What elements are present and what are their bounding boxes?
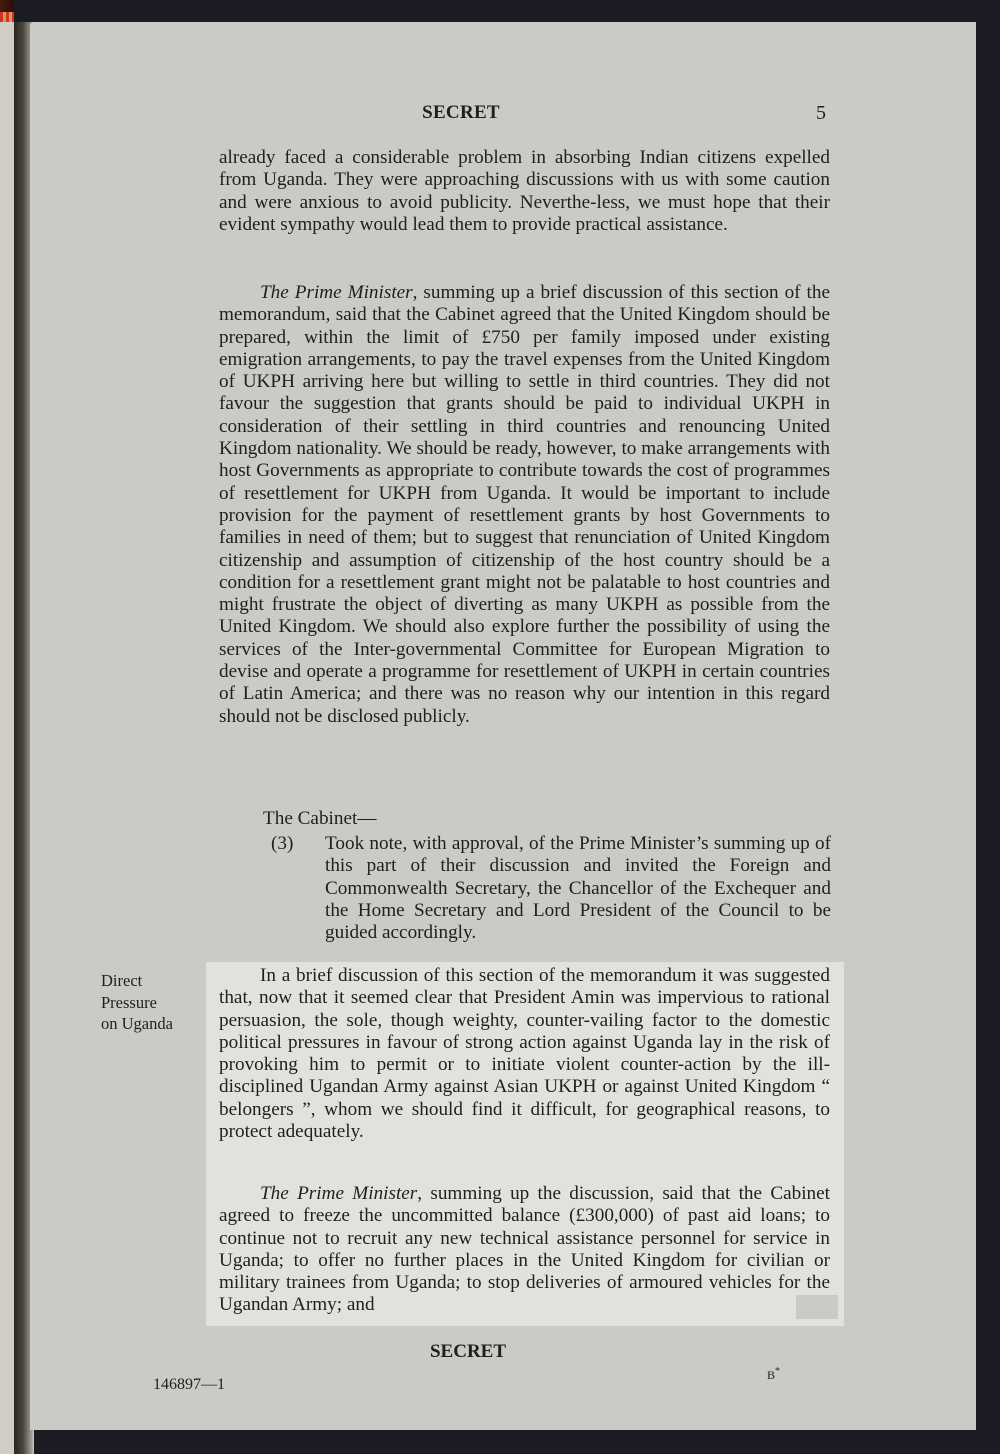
resolution-number: (3) <box>271 833 294 854</box>
signature-mark <box>767 1366 780 1383</box>
paragraph-direct-pressure: In a brief discussion of this section of the memorandum it was suggested that, now that it seemed clear that President Amin was impervious to rational persuasion, the sole, though weighty, counter-vailing factor to the domestic political pressures in favour of strong action against Uganda lay in the risk of provoking him to permit or to initiate violent counter-action by the ill-disciplined Ugandan Army against Asian UKPH or against United Kingdom “ belongers ”, whom we should find it difficult, for geographical reasons, to protect adequately. <box>219 965 830 1143</box>
margin-heading <box>101 970 201 1035</box>
paragraph-text: , summing up the discussion, said that the Cabinet agreed to freeze the uncommitted balance (£300,000) of past aid loans; to continue not to recruit any new technical assistance personnel for service in Uganda; to offer no further places in the United Kingdom for civilian or military trainees from Uganda; to stop deliveries of armoured vehicles for the Ugandan Army; and <box>219 1183 830 1316</box>
resolution-text: Took note, with approval, of the Prime Minister’s summing up of this part of their discussion and invited the Foreign and Commonwealth Secretary, the Chancellor of the Exchequer and the Home Secretary and Lord President of the Council to be guided accordingly. <box>325 833 831 944</box>
print-code: 146897—1 <box>153 1376 225 1393</box>
page-number: 5 <box>816 102 826 124</box>
margin-heading-line: Pressure <box>101 992 157 1012</box>
paragraph-pm-conclusion <box>219 1183 830 1317</box>
speaker-name: The Prime Minister <box>260 282 413 303</box>
margin-heading-line: Direct <box>101 971 143 990</box>
header-classification: SECRET <box>422 102 500 123</box>
signature-star: * <box>775 1366 781 1377</box>
margin-heading-line: on Uganda <box>101 1014 173 1033</box>
speaker-name: The Prime Minister <box>260 1183 418 1204</box>
resolution-item <box>271 833 831 944</box>
paragraph-continued: already faced a considerable problem in absorbing Indian citizens expelled from Uganda. They were approaching discussions with us with some caution and were anxious to avoid publicity. Neverthe-less, we must hope that their evident sympathy would lead them to provide practical assistance. <box>219 147 830 235</box>
paragraph-text: , summing up a brief discussion of this section of the memorandum, said that the Cabinet agreed that the United Kingdom should be prepared, within the limit of £750 per family imposed under existing emigration arrangements, to pay the travel expenses from the United Kingdom of UKPH arriving here but willing to settle in third countries. They did not favour the suggestion that grants should be paid to individual UKPH in consideration of their settling in third countries and renouncing United Kingdom nationality. We should be ready, however, to make arrangements with host Governments as appropriate to contribute towards the cost of programmes of resettlement for UKPH from Uganda. It would be important to include provision for the payment of resettlement grants by host Governments to families in need of them; but to suggest that renunciation of United Kingdom citizenship and assumption of citizenship of the host country should be a condition for a resettlement grant might not be palatable to host countries and might frustrate the object of diverting as many UKPH as possible from the United Kingdom. We should also explore further the possibility of using the services of the Inter-governmental Committee for European Migration to devise and operate a programme for resettlement of UKPH in certain countries of Latin America; and there was no reason why our intention in this regard should not be disclosed publicly. <box>219 282 830 727</box>
cabinet-label: The Cabinet— <box>263 808 377 829</box>
footer-classification: SECRET <box>429 1341 507 1362</box>
paragraph-pm-summing-up <box>219 282 830 728</box>
signature-letter: B <box>767 1368 776 1382</box>
